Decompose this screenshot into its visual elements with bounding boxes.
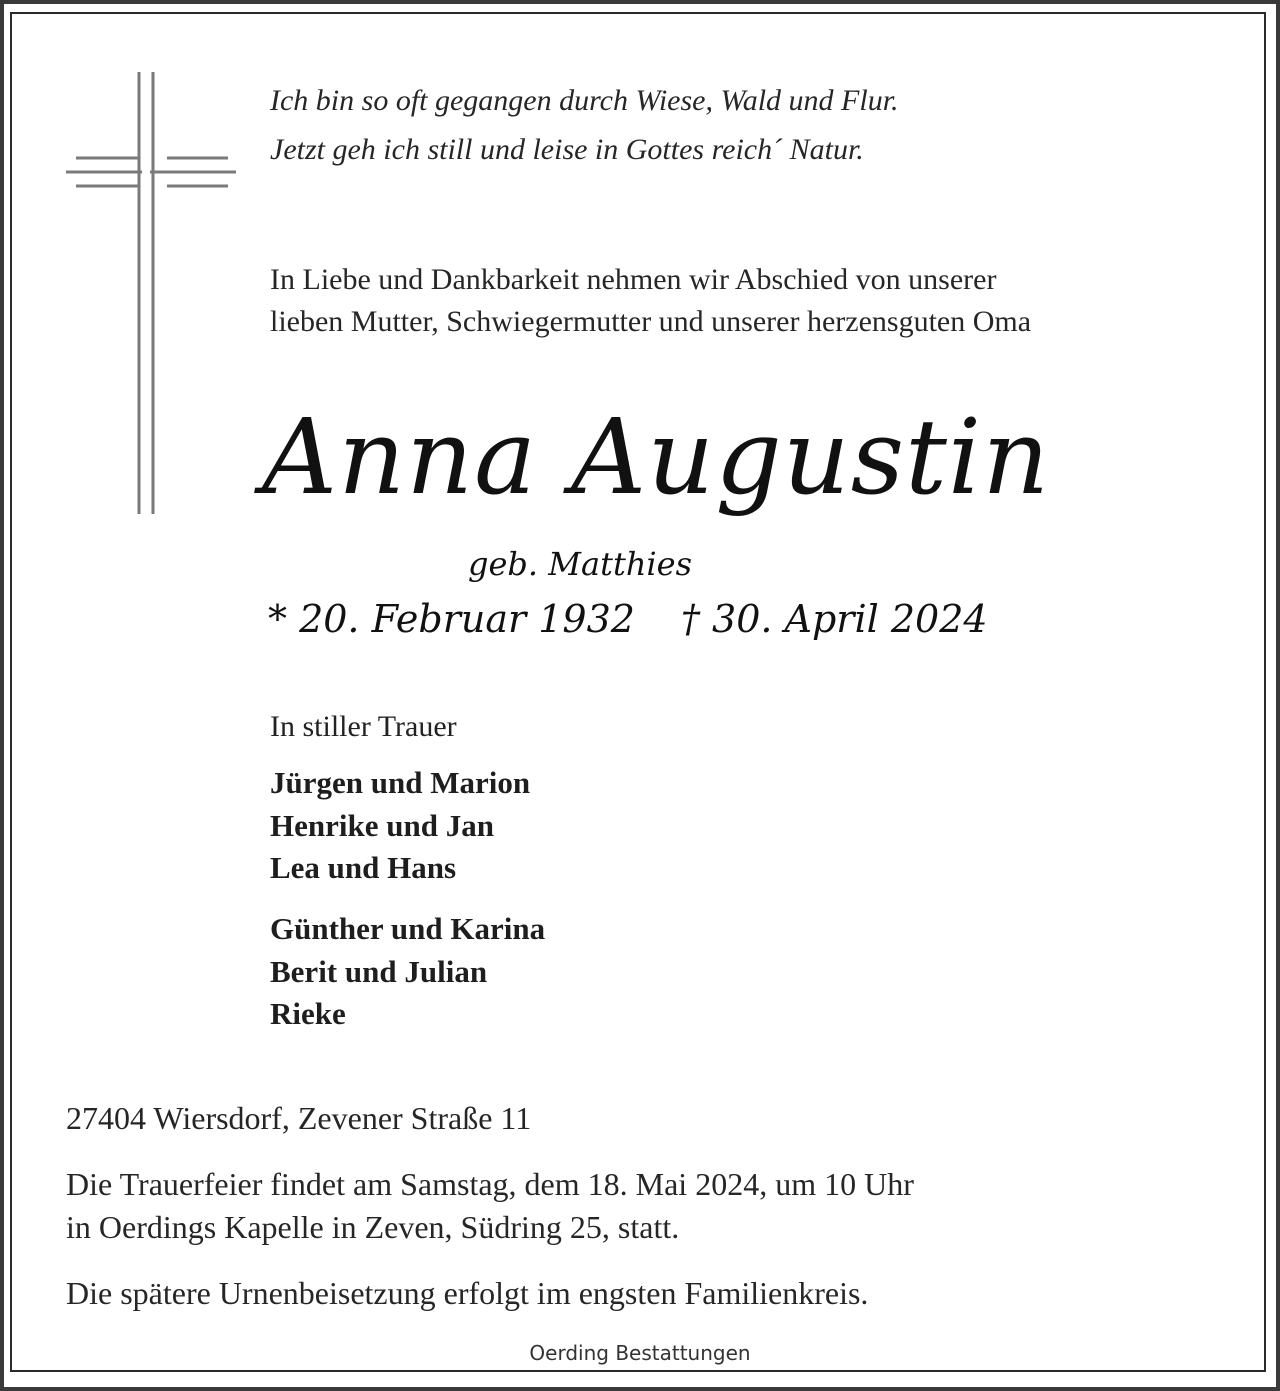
mourner-name: Lea und Hans <box>270 850 457 885</box>
death-date: † 30. April 2024 <box>680 597 988 641</box>
address: 27404 Wiersdorf, Zevener Straße 11 <box>66 1100 532 1136</box>
mourner-name: Günther und Karina <box>270 911 546 946</box>
ceremony-line-2: in Oerdings Kapelle in Zeven, Südring 25, statt. <box>66 1209 680 1245</box>
intro-line-1: In Liebe und Dankbarkeit nehmen wir Abschied von unserer <box>270 263 997 296</box>
intro-line-2: lieben Mutter, Schwiegermutter und unserer herzensguten Oma <box>270 305 1032 338</box>
burial-note: Die spätere Urnenbeisetzung erfolgt im engsten Familienkreis. <box>66 1275 869 1311</box>
deceased-name: Anna Augustin <box>262 396 1051 518</box>
maiden-name: geb. Matthies <box>468 545 693 583</box>
mourner-name: Rieke <box>270 996 346 1031</box>
funeral-home-credit: Oerding Bestattungen <box>529 1341 751 1365</box>
mourner-name: Jürgen und Marion <box>270 765 531 800</box>
life-dates <box>268 597 1034 641</box>
poem-line-2: Jetzt geh ich still und leise in Gottes reich´ Natur. <box>270 133 864 166</box>
cross-icon <box>66 72 236 514</box>
mourner-name: Berit und Julian <box>270 954 488 989</box>
poem-line-1: Ich bin so oft gegangen durch Wiese, Wald und Flur. <box>270 84 899 117</box>
mourner-name: Henrike und Jan <box>270 808 494 843</box>
ceremony-line-1: Die Trauerfeier findet am Samstag, dem 18. Mai 2024, um 10 Uhr <box>66 1166 914 1202</box>
birth-date: * 20. Februar 1932 <box>268 597 635 641</box>
mourning-heading: In stiller Trauer <box>270 710 457 743</box>
